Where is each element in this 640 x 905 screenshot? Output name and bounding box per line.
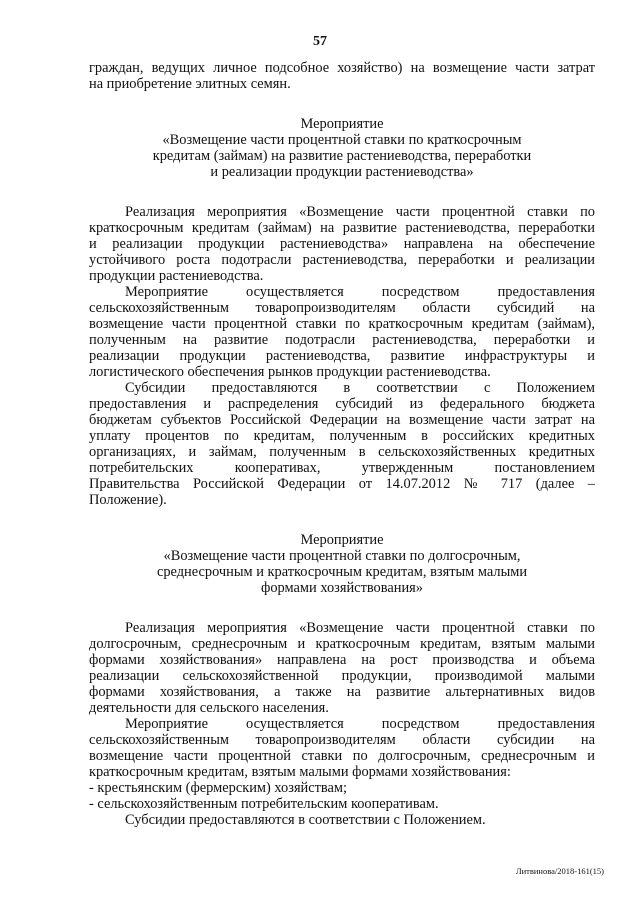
text-line: Реализация мероприятия «Возмещение части процентной ставки по (125, 620, 595, 636)
text-line: Положение). (89, 492, 167, 508)
text-line: возмещение части процентной ставки по долгосрочным, среднесрочным и (89, 748, 595, 764)
text-line: Мероприятие осуществляется посредством предоставления (125, 716, 595, 732)
text-line: деятельности для сельского населения. (89, 700, 329, 716)
text-line: Реализация мероприятия «Возмещение части процентной ставки по (125, 204, 595, 220)
section-title-line: «Возмещение части процентной ставки по краткосрочным (162, 132, 522, 148)
section-heading: Мероприятие (300, 116, 384, 132)
footer-reference: Литвинова/2018-161(15) (515, 866, 604, 876)
text-line: Субсидии предоставляются в соответствии с Положением (125, 380, 595, 396)
text-line: Правительства Российской Федерации от 14.07.2012 № 717 (далее – (89, 476, 595, 492)
text-line: и реализации продукции растениеводства» направлена на обеспечение (89, 236, 595, 252)
text-line: на приобретение элитных семян. (89, 76, 291, 92)
text-line: возмещение части процентной ставки по краткосрочным кредитам (займам), (89, 316, 595, 332)
text-line: реализации продукции растениеводства, развитие инфраструктуры и (89, 348, 595, 364)
text-line: краткосрочным кредитам, взятым малыми формами хозяйствования: (89, 764, 511, 780)
section-title-line: формами хозяйствования» (261, 580, 423, 596)
text-line: формами хозяйствования, а также на развитие альтернативных видов (89, 684, 595, 700)
text-line: Мероприятие осуществляется посредством предоставления (125, 284, 595, 300)
text-line: устойчивого роста подотрасли растениеводства, переработки и реализации (89, 252, 595, 268)
text-line: реализации сельскохозяйственной продукции, производимой малыми (89, 668, 595, 684)
section-title-line: и реализации продукции растениеводства» (210, 164, 474, 180)
text-line: формами хозяйствования» направлена на рост производства и объема (89, 652, 595, 668)
text-line: бюджетам субъектов Российской Федерации на возмещение части затрат на (89, 412, 595, 428)
section-title-line: среднесрочным и краткосрочным кредитам, взятым малыми (156, 564, 528, 580)
text-line: сельскохозяйственным товаропроизводителям области субсидий на (89, 300, 595, 316)
section-title-line: кредитам (займам) на развитие растениеводства, переработки (152, 148, 532, 164)
text-line: уплату процентов по кредитам, полученным в российских кредитных (89, 428, 595, 444)
text-line: логистического обеспечения рынков продукции растениеводства. (89, 364, 491, 380)
section-heading: Мероприятие (300, 532, 384, 548)
text-line: долгосрочным, среднесрочным и краткосрочным кредитам, взятым малыми (89, 636, 595, 652)
text-line: полученным на развитие подотрасли растениеводства, переработки и (89, 332, 595, 348)
text-line: Субсидии предоставляются в соответствии с Положением. (125, 812, 486, 828)
text-line: организациях, и займам, полученным в сельскохозяйственных кредитных (89, 444, 595, 460)
text-line: сельскохозяйственным товаропроизводителям области субсидии на (89, 732, 595, 748)
page-number: 57 (313, 34, 327, 49)
text-line: краткосрочным кредитам (займам) на развитие растениеводства, переработки (89, 220, 595, 236)
text-line: потребительских кооперативах, утвержденным постановлением (89, 460, 595, 476)
list-item: - крестьянским (фермерским) хозяйствам; (89, 780, 348, 796)
text-line: предоставления и распределения субсидий из федерального бюджета (89, 396, 595, 412)
section-title-line: «Возмещение части процентной ставки по долгосрочным, (163, 548, 521, 564)
document-body (89, 60, 595, 828)
list-item: - сельскохозяйственным потребительским кооперативам. (89, 796, 439, 812)
text-line: граждан, ведущих личное подсобное хозяйство) на возмещение части затрат (89, 60, 595, 76)
text-line: продукции растениеводства. (89, 268, 264, 284)
